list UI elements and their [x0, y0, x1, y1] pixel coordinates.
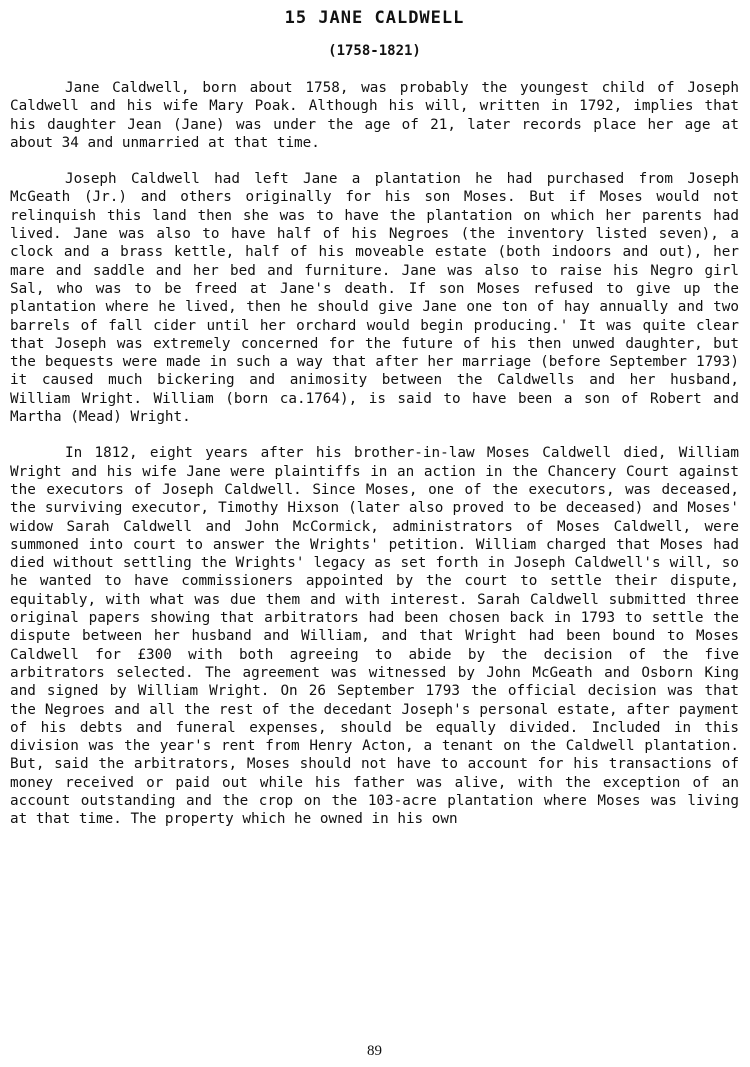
paragraph-1: Jane Caldwell, born about 1758, was probably the youngest child of Joseph Caldwell and his wife Mary Poak. Although his will, written in 1792, implies that his daughter Jean (Jane) was under the age of 21, later records place her age at about 34 and unmarried at that time.: [10, 80, 739, 151]
paragraph-3: In 1812, eight years after his brother-in-law Moses Caldwell died, William Wright and his wife Jane were plaintiffs in an action in the Chancery Court against the executors of Joseph Caldwell. Since Moses, one of the executors, was deceased, the surviving executor, Timothy Hixson (later also proved to be deceased) and Moses' widow Sarah Caldwell and John McCormick, administrators of Moses Caldwell, were summoned into court to answer the Wrights' petition. William charged that Moses had died without settling the Wrights' legacy as set forth in Joseph Caldwell's will, so he wanted to have commissioners appointed by the court to settle their dispute, equitably, with what was due them and with interest. Sarah Caldwell submitted three original papers showing that arbitrators had been chosen back in 1793 to settle the dispute between her husband and William, and that Wright had been bound to Moses Caldwell for £300 with both agreeing to abide by the decision of the five arbitrators selected. The agreement was witnessed by John McGeath and Osborn King and signed by William Wright. On 26 September 1793 the official decision was that the Negroes and all the rest of the decedant Joseph's personal estate, after payment of his debts and funeral expenses, should be equally divided. Included in this division was the year's rent from Henry Acton, a tenant on the Caldwell plantation. But, said the arbitrators, Moses should not have to account for his transactions of money received or paid out while his father was alive, with the exception of an account outstanding and the crop on the 103-acre plantation where Moses was living at that time. The property which he owned in his own: [10, 445, 739, 828]
paragraph-2: Joseph Caldwell had left Jane a plantation he had purchased from Joseph McGeath (Jr.) and others originally for his son Moses. But if Moses would not relinquish this land then she was to have the plantation on which her parents had lived. Jane was also to have half of his Negroes (the inventory listed seven), a clock and a brass kettle, half of his moveable estate (both indoors and out), her mare and saddle and her bed and furniture. Jane was also to raise his Negro girl Sal, who was to be freed at Jane's death. If son Moses refused to give up the plantation where he lived, then he should give Jane one ton of hay annually and two barrels of fall cider until her orchard would begin producing.' It was quite clear that Joseph was extremely concerned for the future of his then unwed daughter, but the bequests were made in such a way that after her marriage (before September 1793) it caused much bickering and animosity between the Caldwells and her husband, William Wright. William (born ca.1764), is said to have been a son of Robert and Martha (Mead) Wright.: [10, 171, 739, 426]
chapter-dates: (1758-1821): [328, 43, 421, 59]
document-page: [10, 0, 739, 1067]
chapter-title: 15 JANE CALDWELL: [284, 8, 465, 28]
page-number: 89: [367, 1043, 382, 1059]
